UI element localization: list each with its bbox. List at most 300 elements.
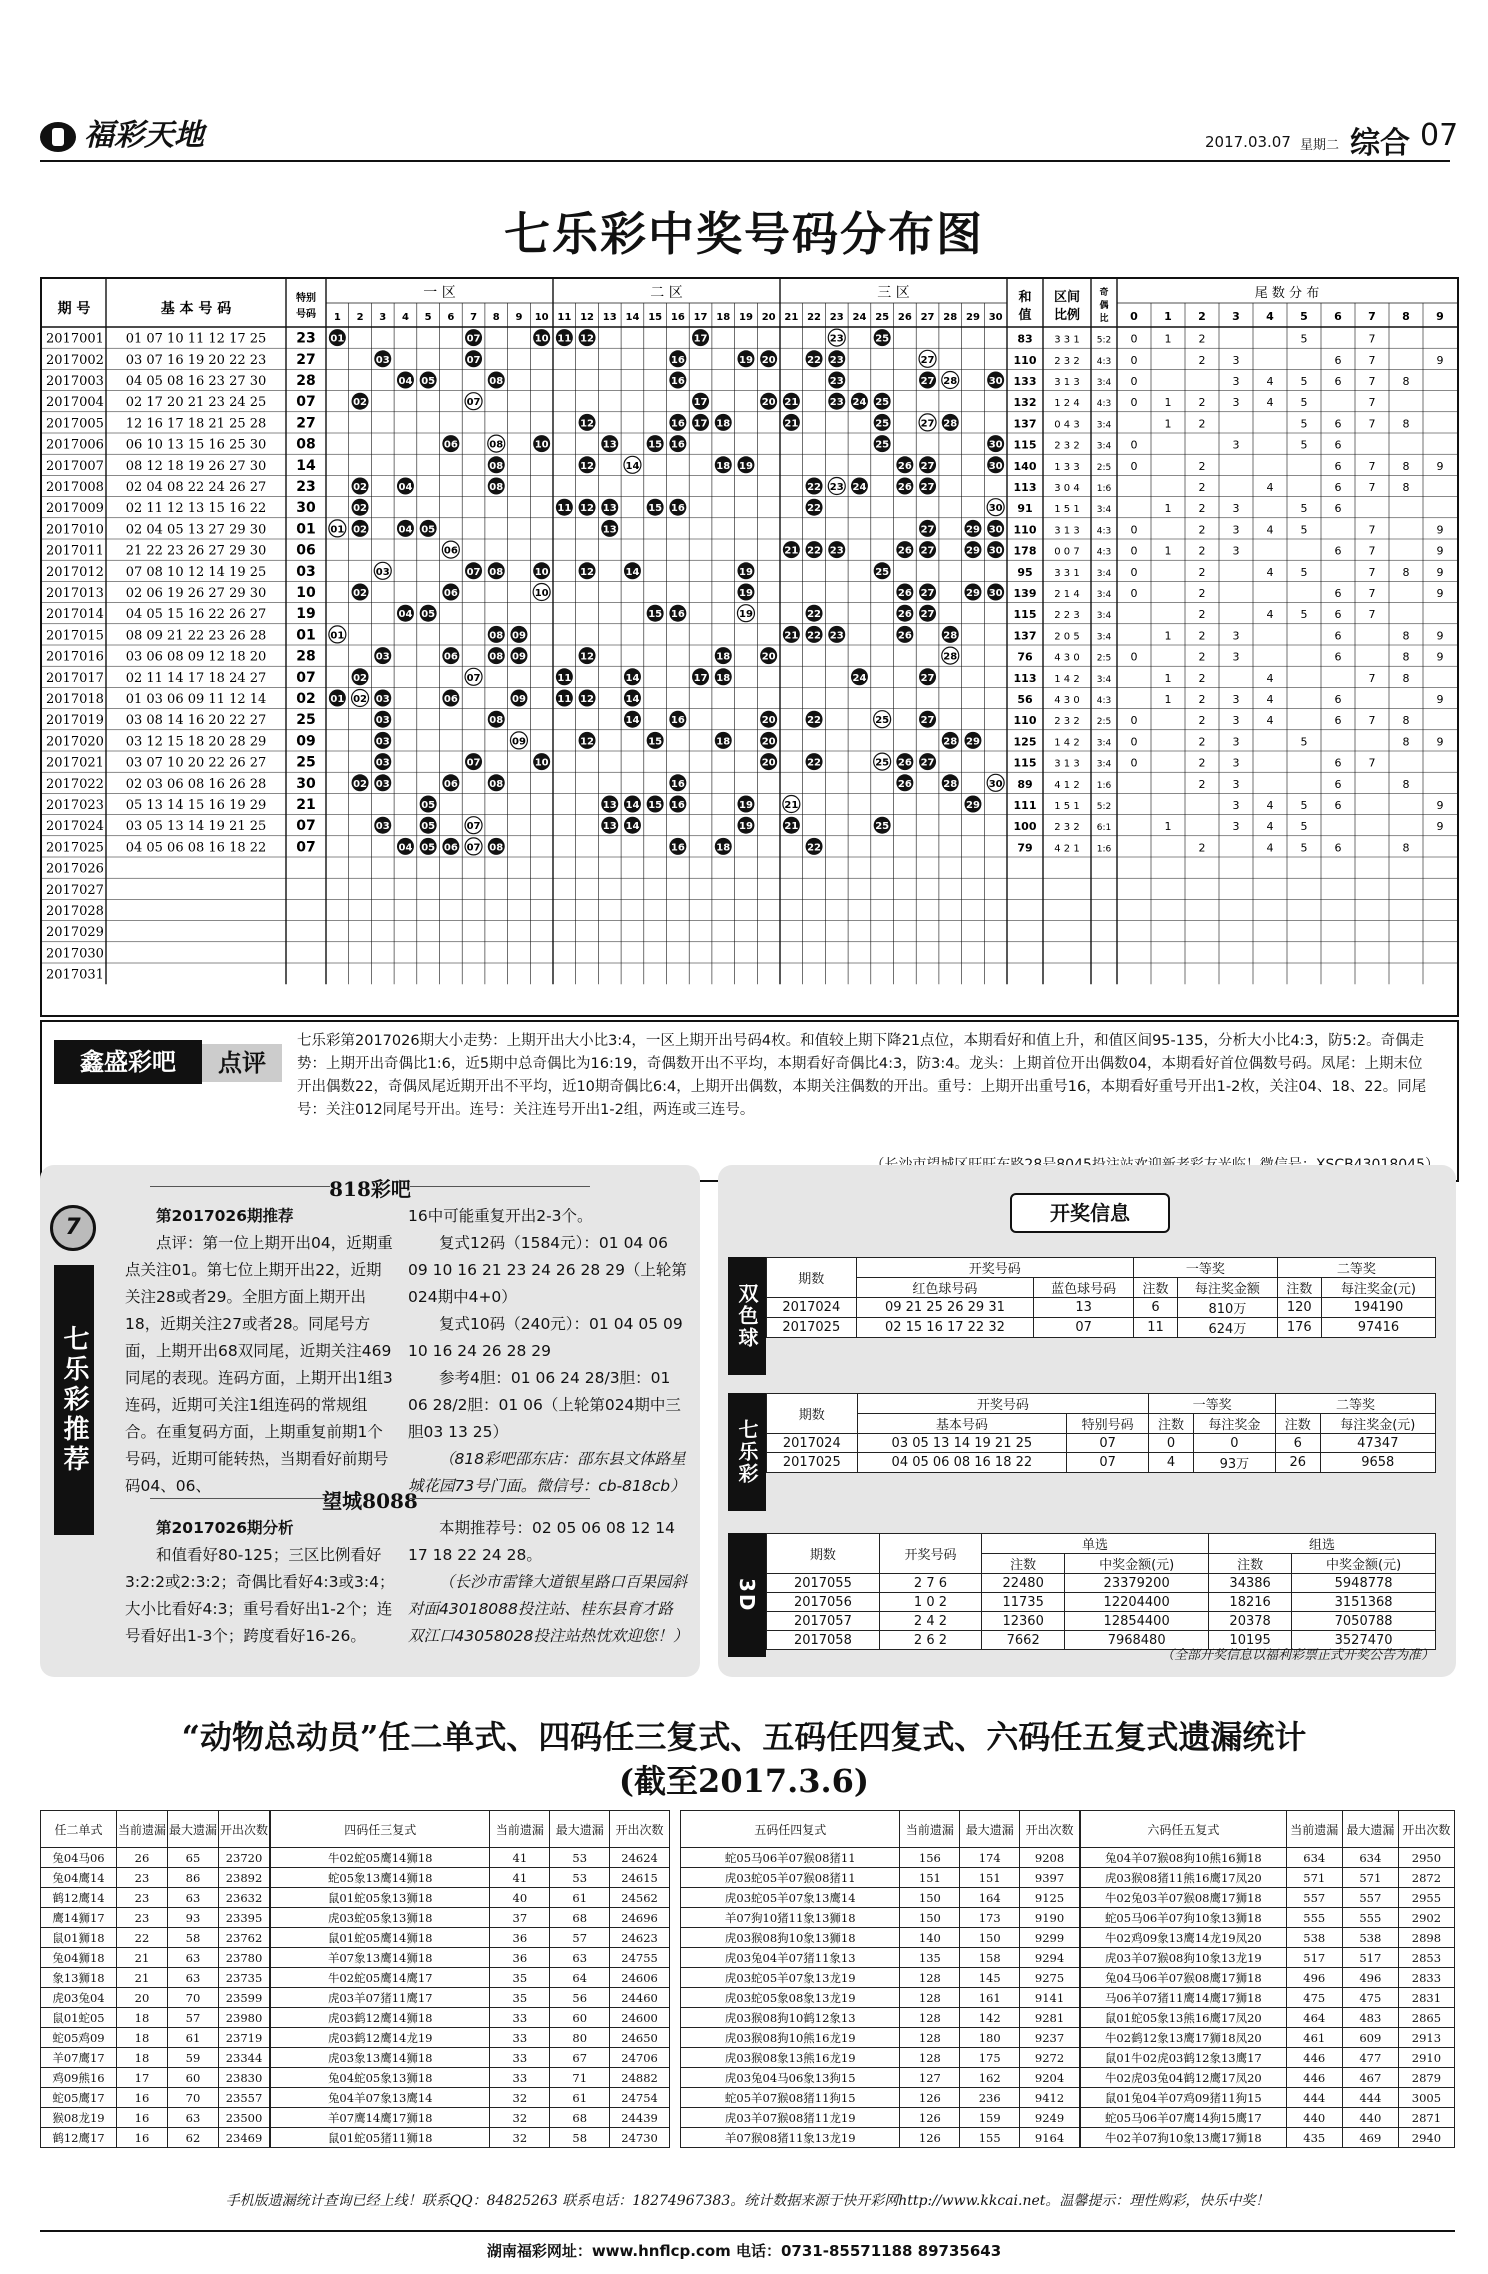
drawn-ball-label: 20 [761, 397, 776, 409]
d3-cell: 18216 [1209, 1593, 1292, 1612]
row-oddeven: 3:4 [1096, 568, 1112, 579]
row-issue: 2017006 [46, 437, 104, 453]
pick4-cell: 135 [900, 1948, 960, 1968]
row-issue: 2017024 [46, 819, 104, 835]
row-issue: 2017019 [46, 713, 104, 729]
pick5-cell: 2831 [1398, 1988, 1454, 2008]
pick5-cell: 475 [1342, 1988, 1398, 2008]
number-distribution-grid [40, 277, 1459, 1017]
row-sum: 139 [1013, 587, 1037, 600]
tail-digit: 6 [1334, 481, 1342, 494]
pick2-cell: 63 [167, 1948, 218, 1968]
pick5-row [1081, 2108, 1455, 2128]
row-issue: 2017028 [46, 904, 104, 919]
drawn-ball-label: 09 [511, 694, 526, 705]
row-sum: 178 [1013, 544, 1037, 558]
row-oddeven: 4:3 [1096, 356, 1112, 367]
tail-digit: 5 [1300, 417, 1308, 431]
pick3-cell: 羊07鹰14鹰17狮18 [271, 2108, 490, 2128]
header-num-30: 30 [988, 312, 1003, 323]
special-ball-label: 30 [988, 503, 1003, 515]
tail-digit: 5 [1300, 608, 1308, 622]
pick5-cell: 2940 [1398, 2128, 1454, 2148]
row-basic: 04 05 06 08 16 18 22 [125, 840, 267, 856]
pick2-cell: 58 [167, 1928, 218, 1948]
drawn-ball-label: 06 [443, 588, 458, 599]
pick5-cell: 555 [1286, 1908, 1342, 1928]
row-issue: 2017005 [46, 416, 104, 432]
drawn-ball-label: 17 [693, 397, 708, 409]
drawn-ball-label: 14 [625, 566, 640, 578]
pick3-cell: 兔04蛇05象13狮18 [271, 2068, 490, 2088]
row-sum: 113 [1013, 481, 1037, 494]
drawn-ball-label: 27 [920, 588, 935, 599]
pick4-row [681, 2068, 1080, 2088]
pick2-cell: 18 [116, 2008, 167, 2028]
row-zone: 2 3 2 [1054, 355, 1080, 367]
pick3-cell: 24696 [610, 1908, 670, 1928]
tail-digit: 3 [1232, 502, 1240, 516]
pick5-cell: 蛇05马06羊07狗10象13狮18 [1081, 1908, 1287, 1928]
drawn-ball-label: 17 [693, 672, 708, 684]
pick2-cell: 86 [167, 1868, 218, 1888]
row-issue: 2017008 [46, 480, 104, 495]
row-issue: 2017027 [46, 882, 104, 898]
drawn-ball-label: 07 [466, 757, 481, 769]
drawn-ball-label: 22 [807, 715, 822, 727]
col2-line-2: 复式12码（1584元）：01 04 06 09 10 16 21 23 24 26 28 29（上轮第024期中4+0） [408, 1234, 687, 1306]
drawn-ball-label: 06 [443, 778, 458, 790]
row-zone: 3 1 3 [1054, 525, 1080, 537]
drawn-ball-label: 08 [489, 842, 504, 854]
tail-digit: 1 [1164, 502, 1172, 516]
row-basic: 02 11 14 17 18 24 27 [125, 670, 267, 686]
tail-digit: 2 [1198, 481, 1206, 494]
pick5-cell: 538 [1342, 1928, 1398, 1948]
pick4-cell: 虎03蛇05羊07象13龙19 [681, 1968, 900, 1988]
d3-h-single: 单选 [982, 1534, 1209, 1554]
pick2-row [41, 2128, 270, 2148]
row-zone: 1 5 1 [1054, 801, 1080, 812]
special-ball-label: 07 [466, 397, 481, 409]
drawn-ball-label: 27 [920, 376, 935, 387]
pick4-cell: 虎03猴08象13熊16龙19 [681, 2048, 900, 2068]
pick4-header-cell: 五码任四复式 [681, 1811, 900, 1848]
tail-digit: 2 [1198, 353, 1206, 367]
pick3-cell: 33 [490, 2068, 550, 2088]
review-text: 七乐彩第2017026期大小走势：上期开出大小比3:4，一区上期开出号码4枚。和值较上期下降21点位，本期看好和值上升，和值区间95-135，分析大小比4:3，防5:2。奇偶走势：上期开出奇偶比1:6，近5期中总奇偶比为16:19，奇偶数开出不平均，本期看好奇偶比4:3，防3:4。龙头：上期首位开出偶数04，本期看好首位偶数号码。凤尾：上期末位开出偶数22，奇偶凤尾近期开出不平均，近10期奇偶比6:4，上期开出偶数，本期关注偶数的开出。重号：上期开出重号16，本期看好重号开出1-2枚，关注04、18、22。同尾号：关注012同尾号开出。连号：关注连号开出1-2组，两连或三连号。 [297, 1033, 1427, 1118]
pick5-header-cell: 当前遗漏 [1286, 1811, 1342, 1848]
drawn-ball-label: 24 [852, 482, 867, 493]
tail-digit: 1 [1164, 417, 1172, 431]
row-oddeven: 3:4 [1096, 420, 1112, 431]
ssq-cell: 194190 [1321, 1298, 1435, 1318]
d3-cell: 2 6 2 [879, 1631, 981, 1650]
pick3-cell: 24650 [610, 2028, 670, 2048]
col1-heading: 第2017026期推荐 [156, 1207, 294, 1225]
pick3-cell: 71 [550, 2068, 610, 2088]
ssq-h-first: 一等奖 [1133, 1258, 1277, 1278]
pick5-cell: 517 [1342, 1948, 1398, 1968]
drawn-ball-label: 21 [784, 630, 799, 642]
pick2-cell: 蛇05鹰17 [41, 2088, 117, 2108]
tail-digit: 6 [1334, 629, 1342, 643]
special-ball-label: 01 [330, 524, 345, 536]
row-zone: 3 1 3 [1054, 758, 1080, 770]
row-issue: 2017017 [46, 670, 104, 686]
drawn-ball-label: 25 [875, 821, 890, 833]
newspaper-logo: 福彩天地 [40, 110, 204, 154]
special-ball-label: 27 [920, 418, 935, 430]
drawn-ball-label: 26 [897, 778, 912, 790]
review-badge [54, 1040, 264, 1092]
tail-digit: 8 [1402, 714, 1410, 728]
pick3-cell: 兔04羊07象13鹰14 [271, 2088, 490, 2108]
ssq-cell: 02 15 16 17 22 32 [856, 1318, 1034, 1338]
tail-digit: 2 [1198, 629, 1206, 643]
ssq-cell: 624万 [1178, 1318, 1278, 1338]
row-basic: 07 08 10 12 14 19 25 [125, 564, 267, 580]
drawn-ball-label: 16 [670, 715, 685, 727]
pick4-cell: 9204 [1020, 2068, 1080, 2088]
pick2-cell: 23599 [218, 1988, 269, 2008]
special-ball-label: 19 [738, 609, 753, 621]
pick3-cell: 37 [490, 1908, 550, 1928]
pick4-cell: 虎03兔04羊07猪11象13 [681, 1948, 900, 1968]
special-ball-label: 25 [875, 715, 890, 727]
tail-digit: 1 [1164, 671, 1172, 685]
pick3-row [271, 2068, 670, 2088]
pick2-header-cell: 当前遗漏 [116, 1811, 167, 1848]
pick3-cell: 32 [490, 2128, 550, 2148]
d3-cell: 7050788 [1292, 1612, 1436, 1631]
pick2-cell: 鹤12鹰14 [41, 1888, 117, 1908]
tail-digit: 7 [1368, 375, 1376, 388]
pick3-header-cell: 四码任三复式 [271, 1811, 490, 1848]
pick3-row [271, 2088, 670, 2108]
qlc-cell: 04 05 06 08 16 18 22 [857, 1453, 1067, 1473]
pick5-header-cell: 六码任五复式 [1081, 1811, 1287, 1848]
tail-digit: 4 [1266, 481, 1274, 494]
tail-digit: 5 [1300, 375, 1308, 388]
pick4-cell: 175 [960, 2048, 1020, 2068]
header-num-26: 26 [897, 312, 912, 323]
pick4-cell: 140 [900, 1928, 960, 1948]
pick3-row [271, 1988, 670, 2008]
drawn-ball-label: 24 [852, 672, 867, 684]
row-sum: 125 [1013, 735, 1037, 749]
qlc-h-first-prize: 每注奖金 [1193, 1414, 1275, 1434]
drawn-ball-label: 08 [489, 778, 504, 790]
tail-digit: 2 [1198, 332, 1206, 346]
drawn-ball-label: 02 [353, 397, 368, 409]
drawn-ball-label: 12 [580, 418, 595, 430]
row-special: 27 [296, 351, 316, 368]
drawn-ball-label: 15 [648, 736, 663, 748]
pick5-cell: 477 [1342, 2048, 1398, 2068]
row-issue: 2017001 [46, 331, 104, 347]
d3-cell: 7662 [982, 1631, 1065, 1650]
drawn-ball-label: 05 [421, 821, 436, 833]
qlc-cell: 93万 [1193, 1453, 1275, 1473]
drawn-ball-label: 25 [875, 333, 890, 345]
col4-line-1: 本期推荐号：02 05 06 08 12 14 17 18 22 24 28。 [408, 1519, 675, 1564]
pick2-cell: 鹤12鹰17 [41, 2128, 117, 2148]
d3-row [767, 1593, 1436, 1612]
tail-digit: 8 [1402, 459, 1410, 473]
header-oe: 奇 [1099, 288, 1109, 298]
drawn-ball-label: 12 [580, 460, 595, 472]
draw-results-panel [718, 1165, 1456, 1677]
pick5-row [1081, 2068, 1455, 2088]
tail-digit: 8 [1402, 671, 1410, 685]
pick2-cell: 26 [116, 1848, 167, 1868]
header-num-29: 29 [965, 312, 980, 323]
drawn-ball-label: 23 [829, 397, 844, 409]
pick3-row [271, 2028, 670, 2048]
drawn-ball-label: 18 [716, 651, 731, 663]
row-special: 28 [296, 373, 316, 389]
row-issue: 2017012 [46, 564, 104, 580]
drawn-ball-label: 19 [738, 460, 753, 472]
pick4-row [681, 2048, 1080, 2068]
pick4-row [681, 2008, 1080, 2028]
row-zone: 1 5 1 [1054, 504, 1080, 516]
row-oddeven: 3:4 [1096, 674, 1112, 685]
pick3-row [271, 1928, 670, 1948]
pick4-header-cell: 开出次数 [1020, 1811, 1080, 1848]
special-ball-label: 10 [534, 588, 549, 599]
tail-digit: 2 [1198, 777, 1206, 791]
pick2-row [41, 1988, 270, 2008]
drawn-ball-label: 27 [920, 545, 935, 557]
drawn-ball-label: 27 [920, 757, 935, 769]
pick4-cell: 9272 [1020, 2048, 1080, 2068]
special-ball-label: 03 [375, 566, 390, 578]
pick5-cell: 2910 [1398, 2048, 1454, 2068]
drawn-ball-label: 05 [421, 609, 436, 621]
pick5-row [1081, 1868, 1455, 1888]
tail-digit: 2 [1198, 735, 1206, 749]
pick5-cell: 571 [1342, 1868, 1398, 1888]
tail-digit: 4 [1266, 714, 1274, 728]
tail-digit: 3 [1232, 544, 1240, 558]
drawn-ball-label: 11 [557, 672, 572, 684]
special-ball-label: 27 [920, 354, 935, 366]
row-basic: 12 16 17 18 21 25 28 [125, 416, 267, 432]
drawn-ball-label: 26 [897, 630, 912, 642]
pick5-row [1081, 1968, 1455, 1988]
tail-digit: 2 [1198, 417, 1206, 431]
header-oe-2: 偶 [1099, 301, 1109, 311]
drawn-ball-label: 19 [738, 588, 753, 599]
header-tail: 尾 数 分 布 [1254, 286, 1320, 301]
header-num-17: 17 [693, 312, 708, 323]
row-sum: 56 [1017, 693, 1033, 706]
tail-digit: 6 [1334, 502, 1342, 516]
pick2-cell: 兔04狮18 [41, 1948, 117, 1968]
tail-digit: 4 [1266, 693, 1274, 706]
row-issue: 2017007 [46, 458, 104, 474]
drawn-ball-label: 25 [875, 418, 890, 430]
pick5-cell: 2913 [1398, 2028, 1454, 2048]
drawn-ball-label: 10 [534, 566, 549, 578]
pick4-cell: 180 [960, 2028, 1020, 2048]
header-num-10: 10 [534, 312, 549, 323]
pick4-cell: 151 [960, 1868, 1020, 1888]
qlc-h-first-count: 注数 [1149, 1414, 1194, 1434]
drawn-ball-label: 03 [375, 715, 390, 727]
row-basic: 05 13 14 15 16 19 29 [125, 798, 267, 813]
pick5-row [1081, 1948, 1455, 1968]
header-zone-2: 二 区 [650, 285, 683, 301]
section-name: 综合 [1350, 126, 1410, 161]
drawn-ball-label: 16 [670, 609, 685, 621]
pick3-cell: 24562 [610, 1888, 670, 1908]
row-oddeven: 2:5 [1096, 653, 1112, 664]
tail-digit: 2 [1198, 714, 1206, 728]
row-special: 27 [296, 415, 316, 432]
drawn-ball-label: 08 [489, 566, 504, 578]
pick5-cell: 蛇05马06羊07鹰14狗15鹰17 [1081, 2108, 1287, 2128]
header-num-2: 2 [356, 312, 364, 323]
pick3-cell: 36 [490, 1928, 550, 1948]
pick4-cell: 126 [900, 2088, 960, 2108]
tail-digit: 1 [1164, 332, 1172, 346]
tail-digit: 2 [1198, 459, 1206, 473]
header-basic: 基 本 号 码 [160, 301, 232, 317]
row-sum: 133 [1013, 375, 1037, 388]
pick2-cell: 70 [167, 1988, 218, 2008]
ssq-h-second-prize: 每注奖金(元) [1321, 1278, 1435, 1298]
drawn-ball-label: 30 [988, 439, 1003, 451]
pick5-row [1081, 1848, 1455, 1868]
drawn-ball-label: 22 [807, 354, 822, 366]
pick3-cell: 32 [490, 2108, 550, 2128]
row-special: 14 [296, 457, 316, 474]
row-basic: 02 11 12 13 15 16 22 [125, 501, 267, 517]
pick5-cell: 440 [1342, 2108, 1398, 2128]
ssq-cell: 09 21 25 26 29 31 [856, 1298, 1034, 1318]
pick5-cell: 鼠01蛇05象13熊16鹰17凤20 [1081, 2008, 1287, 2028]
pick2-cell: 兔04马06 [41, 1848, 117, 1868]
tail-digit: 0 [1130, 650, 1138, 664]
drawn-ball-label: 08 [489, 651, 504, 663]
row-zone: 3 1 3 [1054, 377, 1080, 388]
pick5-header-cell: 最大遗漏 [1342, 1811, 1398, 1848]
qlc-logo-icon: 7 [50, 1205, 96, 1251]
tail-digit: 3 [1232, 756, 1240, 770]
pick4-cell: 127 [900, 2068, 960, 2088]
pick2-cell: 23500 [218, 2108, 269, 2128]
drawn-ball-label: 22 [807, 842, 822, 854]
tail-digit: 6 [1334, 375, 1342, 388]
drawn-ball-label: 15 [648, 609, 663, 621]
tail-digit: 2 [1198, 587, 1206, 600]
header-special-2: 号码 [296, 309, 316, 320]
tail-digit: 6 [1334, 438, 1342, 452]
tail-digit: 8 [1402, 650, 1410, 664]
header-sum-2: 值 [1018, 308, 1032, 323]
row-special: 02 [296, 691, 316, 707]
pick3-cell: 53 [550, 1848, 610, 1868]
special-ball-label: 07 [466, 821, 481, 833]
tail-digit: 4 [1266, 608, 1274, 622]
qlc-h-issue: 期数 [767, 1394, 858, 1434]
drawn-ball-label: 05 [421, 842, 436, 854]
drawn-ball-label: 23 [829, 545, 844, 557]
qlc-row [767, 1434, 1436, 1453]
drawn-ball-label: 09 [511, 630, 526, 642]
panel-heading-818: 818彩吧 [40, 1173, 700, 1202]
qlc-cell: 2017024 [767, 1434, 858, 1453]
pick2-cell: 16 [116, 2108, 167, 2128]
tail-digit: 2 [1198, 544, 1206, 558]
drawn-ball-label: 19 [738, 800, 753, 811]
tail-digit: 1 [1164, 396, 1172, 410]
pick2-cell: 20 [116, 1988, 167, 2008]
tail-digit: 0 [1130, 438, 1138, 452]
drawn-ball-label: 24 [852, 397, 867, 409]
drawn-ball-label: 26 [897, 545, 912, 557]
tail-digit: 6 [1334, 777, 1342, 791]
tail-digit: 9 [1436, 650, 1444, 664]
pick2-cell: 鸡09熊16 [41, 2068, 117, 2088]
row-zone: 3 3 1 [1054, 567, 1080, 579]
pick5-row [1081, 2128, 1455, 2148]
pick4-cell: 9412 [1020, 2088, 1080, 2108]
pick5-row [1081, 1988, 1455, 2008]
pick2-row [41, 1868, 270, 1888]
pick4-row [681, 1968, 1080, 1988]
row-sum: 140 [1013, 459, 1037, 473]
drawn-ball-label: 03 [375, 651, 390, 663]
row-zone: 1 4 2 [1054, 737, 1080, 749]
drawn-ball-label: 04 [398, 482, 413, 493]
tail-digit: 3 [1232, 396, 1240, 410]
header-zone-3: 三 区 [877, 285, 910, 301]
tail-digit: 2 [1198, 650, 1206, 664]
header-tail-6: 6 [1334, 310, 1342, 323]
row-issue: 2017002 [46, 352, 104, 368]
pick3-cell: 24706 [610, 2048, 670, 2068]
drawn-ball-label: 04 [398, 376, 413, 387]
header-tail-1: 1 [1164, 310, 1172, 323]
row-oddeven: 4:3 [1096, 696, 1112, 706]
header-num-4: 4 [401, 312, 409, 323]
col2-line-4: 参考4胆：01 06 24 28/3胆：01 06 28/2胆：01 06（上轮第024期中三胆03 13 25） [408, 1369, 681, 1441]
tail-digit: 2 [1198, 523, 1206, 537]
drawn-ball-label: 02 [353, 778, 368, 790]
special-ball-label: 28 [943, 651, 958, 663]
pick5-row [1081, 2028, 1455, 2048]
pick2-cell: 23719 [218, 2028, 269, 2048]
pick5-cell: 2898 [1398, 1928, 1454, 1948]
row-oddeven: 3:4 [1096, 611, 1112, 622]
row-zone: 4 3 0 [1054, 652, 1080, 664]
drawn-ball-label: 21 [784, 821, 799, 833]
tail-digit: 0 [1130, 459, 1138, 473]
drawn-ball-label: 16 [670, 354, 685, 366]
pick2-row [41, 2088, 270, 2108]
tail-digit: 6 [1334, 417, 1342, 431]
pick3-cell: 64 [550, 1968, 610, 1988]
tail-digit: 7 [1368, 671, 1376, 685]
pick2-cell: 猴08龙19 [41, 2108, 117, 2128]
pick5-header-cell: 开出次数 [1398, 1811, 1454, 1848]
row-issue: 2017030 [46, 946, 104, 962]
tail-digit: 6 [1334, 650, 1342, 664]
